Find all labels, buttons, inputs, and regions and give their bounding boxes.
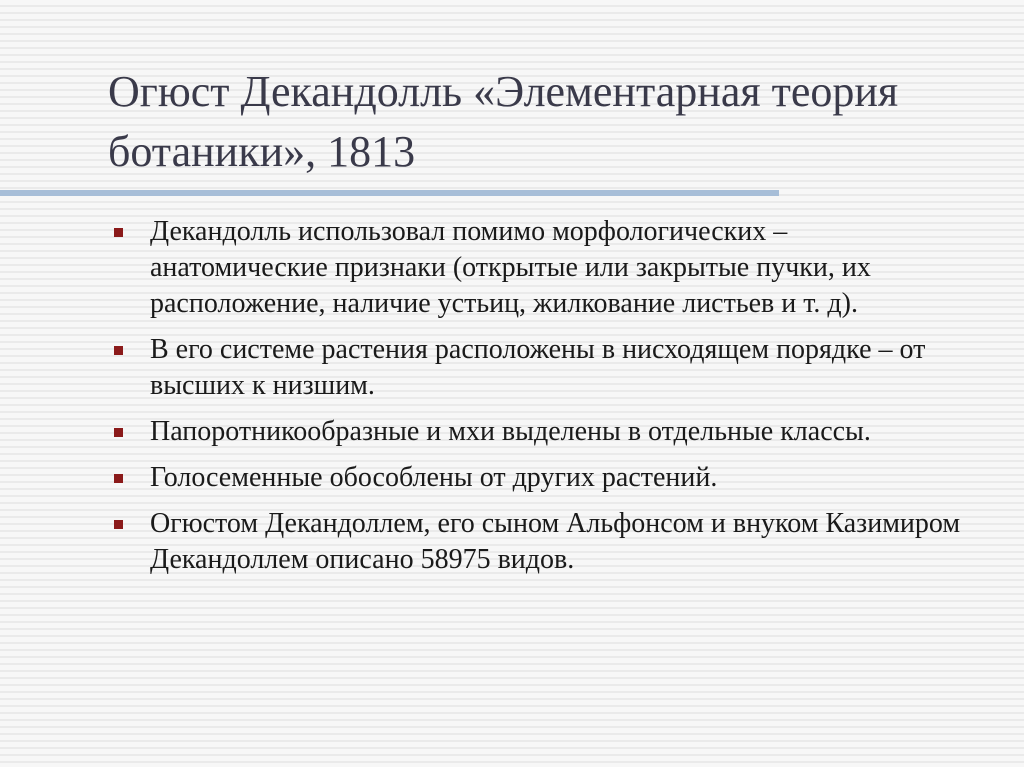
bullet-item <box>108 414 968 450</box>
square-bullet-icon <box>114 474 123 483</box>
slide-title: Огюст Декандолль «Элементарная теория ботаники», 1813 <box>108 67 899 176</box>
bullet-item <box>108 214 968 322</box>
title-divider <box>0 190 779 196</box>
bullet-text: Огюстом Декандоллем, его сыном Альфонсом и внуком Казимиром Декандоллем описано 58975 видов. <box>150 508 961 575</box>
square-bullet-icon <box>114 428 123 437</box>
square-bullet-icon <box>114 228 123 237</box>
bullet-item <box>108 332 968 404</box>
bullet-text: Голосеменные обособлены от других растений. <box>150 462 718 493</box>
bullet-text: Папоротникообразные и мхи выделены в отдельные классы. <box>150 416 871 447</box>
bullet-text: Декандолль использовал помимо морфологических – анатомические признаки (открытые или закрытые пучки, их расположение, наличие устьиц, жилкование листьев и т. д). <box>150 216 871 319</box>
bullet-item <box>108 460 968 496</box>
square-bullet-icon <box>114 520 123 529</box>
bullet-item <box>108 506 968 578</box>
bullet-text: В его системе растения расположены в нисходящем порядке – от высших к низшим. <box>150 334 926 401</box>
square-bullet-icon <box>114 346 123 355</box>
bullet-list <box>108 214 968 588</box>
